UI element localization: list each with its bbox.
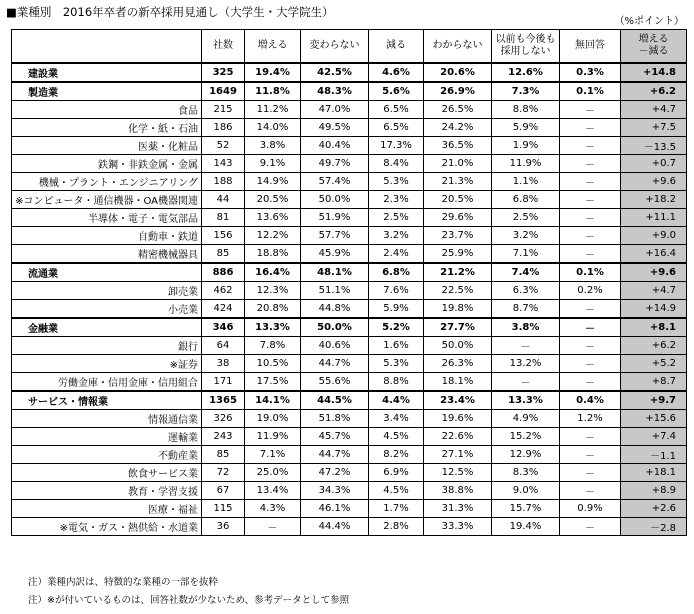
header-decrease: 減る <box>369 30 424 64</box>
company-count-cell: 346 <box>202 318 245 337</box>
company-count-cell: 1649 <box>202 82 245 101</box>
net-change-cell: +6.2 <box>621 82 687 101</box>
industry-subrow <box>12 191 687 209</box>
industry-name-cell: ※電気・ガス・熱供給・水道業 <box>12 518 202 536</box>
decrease-cell: 5.3% <box>369 173 424 191</box>
company-count-cell: 38 <box>202 355 245 373</box>
increase-cell: 10.5% <box>245 355 301 373</box>
increase-cell: 17.5% <box>245 373 301 392</box>
net-change-cell: +8.7 <box>621 373 687 392</box>
decrease-cell: 6.5% <box>369 119 424 137</box>
unknown-cell: 21.0% <box>424 155 492 173</box>
same-cell: 55.6% <box>301 373 369 392</box>
same-cell: 50.0% <box>301 191 369 209</box>
unknown-cell: 27.7% <box>424 318 492 337</box>
header-increase: 増える <box>245 30 301 64</box>
decrease-cell: 1.6% <box>369 337 424 355</box>
same-cell: 51.8% <box>301 410 369 428</box>
no-hire-cell: 6.3% <box>492 282 560 300</box>
same-cell: 42.5% <box>301 63 369 82</box>
same-cell: 51.9% <box>301 209 369 227</box>
industry-name-cell: 運輸業 <box>12 428 202 446</box>
industry-subrow <box>12 428 687 446</box>
same-cell: 40.4% <box>301 137 369 155</box>
no-hire-cell: 15.7% <box>492 500 560 518</box>
net-change-cell: －2.8 <box>621 518 687 536</box>
decrease-cell: 6.5% <box>369 101 424 119</box>
increase-cell: 11.8% <box>245 82 301 101</box>
increase-cell: 20.8% <box>245 300 301 319</box>
industry-name-cell: 飲食サービス業 <box>12 464 202 482</box>
increase-cell: 25.0% <box>245 464 301 482</box>
no-hire-cell: － <box>492 337 560 355</box>
no-hire-cell: 15.2% <box>492 428 560 446</box>
industry-name-cell: 不動産業 <box>12 446 202 464</box>
increase-cell: 9.1% <box>245 155 301 173</box>
unknown-cell: 19.8% <box>424 300 492 319</box>
decrease-cell: 2.5% <box>369 209 424 227</box>
same-cell: 40.6% <box>301 337 369 355</box>
industry-name-cell: 医療・福祉 <box>12 500 202 518</box>
no-answer-cell: － <box>560 209 621 227</box>
no-answer-cell: － <box>560 245 621 264</box>
industry-name-cell: ※証券 <box>12 355 202 373</box>
same-cell: 57.4% <box>301 173 369 191</box>
no-hire-cell: 9.0% <box>492 482 560 500</box>
no-hire-cell: 3.8% <box>492 318 560 337</box>
same-cell: 50.0% <box>301 318 369 337</box>
company-count-cell: 52 <box>202 137 245 155</box>
industry-subrow <box>12 482 687 500</box>
company-count-cell: 188 <box>202 173 245 191</box>
net-change-cell: +15.6 <box>621 410 687 428</box>
industry-category-row <box>12 263 687 282</box>
net-change-cell: +8.1 <box>621 318 687 337</box>
industry-category-row <box>12 318 687 337</box>
net-change-cell: +14.9 <box>621 300 687 319</box>
no-hire-cell: 4.9% <box>492 410 560 428</box>
net-change-cell: +9.0 <box>621 227 687 245</box>
net-change-cell: +6.2 <box>621 337 687 355</box>
header-no-answer: 無回答 <box>560 30 621 64</box>
no-answer-cell: － <box>560 155 621 173</box>
unknown-cell: 20.5% <box>424 191 492 209</box>
industry-name-cell: 労働金庫・信用金庫・信用組合 <box>12 373 202 392</box>
footnote: 注）※が付いているものは、回答社数が少ないため、参考データとして参照 <box>28 595 350 606</box>
decrease-cell: 17.3% <box>369 137 424 155</box>
no-answer-cell: 0.1% <box>560 263 621 282</box>
industry-name-cell: 鉄鋼・非鉄金属・金属 <box>12 155 202 173</box>
same-cell: 44.4% <box>301 518 369 536</box>
no-answer-cell: － <box>560 373 621 392</box>
net-change-cell: +9.6 <box>621 173 687 191</box>
same-cell: 51.1% <box>301 282 369 300</box>
industry-subrow <box>12 245 687 264</box>
decrease-cell: 8.4% <box>369 155 424 173</box>
same-cell: 45.9% <box>301 245 369 264</box>
no-answer-cell: － <box>560 101 621 119</box>
unknown-cell: 21.3% <box>424 173 492 191</box>
industry-subrow <box>12 173 687 191</box>
same-cell: 47.0% <box>301 101 369 119</box>
unknown-cell: 23.7% <box>424 227 492 245</box>
net-change-cell: +14.8 <box>621 63 687 82</box>
industry-name-cell: 建設業 <box>12 63 202 82</box>
decrease-cell: 2.8% <box>369 518 424 536</box>
industry-category-row <box>12 82 687 101</box>
company-count-cell: 72 <box>202 464 245 482</box>
unknown-cell: 25.9% <box>424 245 492 264</box>
decrease-cell: 5.6% <box>369 82 424 101</box>
unit-label: （%ポイント） <box>614 16 684 27</box>
company-count-cell: 81 <box>202 209 245 227</box>
company-count-cell: 67 <box>202 482 245 500</box>
net-change-cell: －1.1 <box>621 446 687 464</box>
decrease-cell: 1.7% <box>369 500 424 518</box>
no-answer-cell: － <box>560 173 621 191</box>
industry-name-cell: 化学・紙・石油 <box>12 119 202 137</box>
industry-name-cell: 食品 <box>12 101 202 119</box>
unknown-cell: 31.3% <box>424 500 492 518</box>
industry-subrow <box>12 119 687 137</box>
industry-name-cell: 流通業 <box>12 263 202 282</box>
hiring-outlook-table <box>11 29 687 536</box>
decrease-cell: 6.8% <box>369 263 424 282</box>
increase-cell: 19.4% <box>245 63 301 82</box>
company-count-cell: 243 <box>202 428 245 446</box>
company-count-cell: 326 <box>202 410 245 428</box>
unknown-cell: 19.6% <box>424 410 492 428</box>
unknown-cell: 18.1% <box>424 373 492 392</box>
increase-cell: 13.6% <box>245 209 301 227</box>
industry-name-cell: 自動車・鉄道 <box>12 227 202 245</box>
net-change-cell: +18.2 <box>621 191 687 209</box>
industry-subrow <box>12 446 687 464</box>
decrease-cell: 5.2% <box>369 318 424 337</box>
increase-cell: 4.3% <box>245 500 301 518</box>
unknown-cell: 22.6% <box>424 428 492 446</box>
same-cell: 34.3% <box>301 482 369 500</box>
no-answer-cell: － <box>560 482 621 500</box>
same-cell: 48.3% <box>301 82 369 101</box>
increase-cell: 3.8% <box>245 137 301 155</box>
decrease-cell: 2.4% <box>369 245 424 264</box>
net-change-cell: +7.4 <box>621 428 687 446</box>
company-count-cell: 171 <box>202 373 245 392</box>
company-count-cell: 325 <box>202 63 245 82</box>
unknown-cell: 22.5% <box>424 282 492 300</box>
no-answer-cell: － <box>560 337 621 355</box>
company-count-cell: 886 <box>202 263 245 282</box>
no-answer-cell: － <box>560 446 621 464</box>
unknown-cell: 24.2% <box>424 119 492 137</box>
header-no-hire: 以前も今後も 採用しない <box>492 30 560 64</box>
company-count-cell: 1365 <box>202 391 245 410</box>
same-cell: 57.7% <box>301 227 369 245</box>
industry-subrow <box>12 155 687 173</box>
increase-cell: 13.3% <box>245 318 301 337</box>
increase-cell: 7.1% <box>245 446 301 464</box>
net-change-cell: +4.7 <box>621 282 687 300</box>
unknown-cell: 21.2% <box>424 263 492 282</box>
company-count-cell: 85 <box>202 245 245 264</box>
unknown-cell: 26.9% <box>424 82 492 101</box>
no-answer-cell: － <box>560 227 621 245</box>
no-hire-cell: 7.1% <box>492 245 560 264</box>
header-same: 変わらない <box>301 30 369 64</box>
table-title: ■業種別 2016年卒者の新卒採用見通し（大学生・大学院生） <box>6 5 334 19</box>
decrease-cell: 8.2% <box>369 446 424 464</box>
increase-cell: 12.3% <box>245 282 301 300</box>
decrease-cell: 5.3% <box>369 355 424 373</box>
industry-name-cell: 情報通信業 <box>12 410 202 428</box>
increase-cell: 13.4% <box>245 482 301 500</box>
industry-subrow <box>12 337 687 355</box>
decrease-cell: 4.5% <box>369 428 424 446</box>
no-hire-cell: － <box>492 373 560 392</box>
industry-subrow <box>12 209 687 227</box>
increase-cell: － <box>245 518 301 536</box>
increase-cell: 7.8% <box>245 337 301 355</box>
unknown-cell: 26.3% <box>424 355 492 373</box>
no-answer-cell: 0.4% <box>560 391 621 410</box>
industry-subrow <box>12 101 687 119</box>
net-change-cell: +0.7 <box>621 155 687 173</box>
unknown-cell: 36.5% <box>424 137 492 155</box>
no-hire-cell: 12.9% <box>492 446 560 464</box>
no-hire-cell: 8.7% <box>492 300 560 319</box>
industry-subrow <box>12 300 687 319</box>
increase-cell: 19.0% <box>245 410 301 428</box>
unknown-cell: 50.0% <box>424 337 492 355</box>
same-cell: 44.7% <box>301 355 369 373</box>
no-answer-cell: 0.9% <box>560 500 621 518</box>
decrease-cell: 4.6% <box>369 63 424 82</box>
header-companies: 社数 <box>202 30 245 64</box>
no-hire-cell: 13.3% <box>492 391 560 410</box>
net-change-cell: +9.6 <box>621 263 687 282</box>
no-hire-cell: 1.1% <box>492 173 560 191</box>
industry-name-cell: 銀行 <box>12 337 202 355</box>
no-answer-cell: － <box>560 318 621 337</box>
unknown-cell: 27.1% <box>424 446 492 464</box>
same-cell: 47.2% <box>301 464 369 482</box>
industry-subrow <box>12 137 687 155</box>
same-cell: 44.5% <box>301 391 369 410</box>
no-hire-cell: 3.2% <box>492 227 560 245</box>
industry-name-cell: 医薬・化粧品 <box>12 137 202 155</box>
no-answer-cell: 0.3% <box>560 63 621 82</box>
same-cell: 44.7% <box>301 446 369 464</box>
net-change-cell: +16.4 <box>621 245 687 264</box>
same-cell: 49.5% <box>301 119 369 137</box>
company-count-cell: 44 <box>202 191 245 209</box>
industry-name-cell: 機械・プラント・エンジニアリング <box>12 173 202 191</box>
industry-subrow <box>12 518 687 536</box>
no-hire-cell: 1.9% <box>492 137 560 155</box>
decrease-cell: 8.8% <box>369 373 424 392</box>
industry-name-cell: 製造業 <box>12 82 202 101</box>
increase-cell: 14.1% <box>245 391 301 410</box>
industry-name-cell: ※コンピュータ・通信機器・OA機器関連 <box>12 191 202 209</box>
increase-cell: 14.0% <box>245 119 301 137</box>
unknown-cell: 23.4% <box>424 391 492 410</box>
decrease-cell: 5.9% <box>369 300 424 319</box>
decrease-cell: 4.4% <box>369 391 424 410</box>
company-count-cell: 215 <box>202 101 245 119</box>
header-net: 増える －減る <box>621 30 687 64</box>
industry-subrow <box>12 464 687 482</box>
no-answer-cell: － <box>560 300 621 319</box>
no-answer-cell: － <box>560 191 621 209</box>
no-hire-cell: 2.5% <box>492 209 560 227</box>
industry-name-cell: 半導体・電子・電気部品 <box>12 209 202 227</box>
company-count-cell: 64 <box>202 337 245 355</box>
footnotes <box>28 574 349 610</box>
no-answer-cell: － <box>560 355 621 373</box>
company-count-cell: 143 <box>202 155 245 173</box>
industry-category-row <box>12 63 687 82</box>
net-change-cell: +9.7 <box>621 391 687 410</box>
no-answer-cell: 1.2% <box>560 410 621 428</box>
industry-category-row <box>12 391 687 410</box>
net-change-cell: +2.6 <box>621 500 687 518</box>
no-hire-cell: 7.4% <box>492 263 560 282</box>
footnote: 注）業種内訳は、特徴的な業種の一部を抜粋 <box>28 577 219 588</box>
unknown-cell: 12.5% <box>424 464 492 482</box>
no-hire-cell: 11.9% <box>492 155 560 173</box>
increase-cell: 18.8% <box>245 245 301 264</box>
header-industry <box>12 30 202 64</box>
no-hire-cell: 8.3% <box>492 464 560 482</box>
industry-name-cell: 小売業 <box>12 300 202 319</box>
no-hire-cell: 7.3% <box>492 82 560 101</box>
net-change-cell: +4.7 <box>621 101 687 119</box>
industry-subrow <box>12 500 687 518</box>
industry-subrow <box>12 227 687 245</box>
no-hire-cell: 19.4% <box>492 518 560 536</box>
unknown-cell: 38.8% <box>424 482 492 500</box>
no-hire-cell: 13.2% <box>492 355 560 373</box>
company-count-cell: 115 <box>202 500 245 518</box>
same-cell: 44.8% <box>301 300 369 319</box>
no-answer-cell: 0.2% <box>560 282 621 300</box>
decrease-cell: 7.6% <box>369 282 424 300</box>
increase-cell: 14.9% <box>245 173 301 191</box>
decrease-cell: 2.3% <box>369 191 424 209</box>
same-cell: 45.7% <box>301 428 369 446</box>
company-count-cell: 424 <box>202 300 245 319</box>
industry-subrow <box>12 282 687 300</box>
decrease-cell: 3.4% <box>369 410 424 428</box>
net-change-cell: +11.1 <box>621 209 687 227</box>
no-hire-cell: 8.8% <box>492 101 560 119</box>
unknown-cell: 33.3% <box>424 518 492 536</box>
decrease-cell: 4.5% <box>369 482 424 500</box>
increase-cell: 16.4% <box>245 263 301 282</box>
industry-name-cell: 卸売業 <box>12 282 202 300</box>
industry-subrow <box>12 373 687 392</box>
unknown-cell: 20.6% <box>424 63 492 82</box>
no-answer-cell: － <box>560 119 621 137</box>
increase-cell: 11.9% <box>245 428 301 446</box>
net-change-cell: －13.5 <box>621 137 687 155</box>
no-hire-cell: 5.9% <box>492 119 560 137</box>
company-count-cell: 462 <box>202 282 245 300</box>
unknown-cell: 26.5% <box>424 101 492 119</box>
company-count-cell: 85 <box>202 446 245 464</box>
header-row <box>12 30 687 64</box>
same-cell: 49.7% <box>301 155 369 173</box>
company-count-cell: 156 <box>202 227 245 245</box>
net-change-cell: +5.2 <box>621 355 687 373</box>
decrease-cell: 3.2% <box>369 227 424 245</box>
net-change-cell: +8.9 <box>621 482 687 500</box>
no-answer-cell: 0.1% <box>560 82 621 101</box>
increase-cell: 11.2% <box>245 101 301 119</box>
no-answer-cell: － <box>560 518 621 536</box>
net-change-cell: +18.1 <box>621 464 687 482</box>
no-hire-cell: 12.6% <box>492 63 560 82</box>
industry-subrow <box>12 355 687 373</box>
same-cell: 48.1% <box>301 263 369 282</box>
unknown-cell: 29.6% <box>424 209 492 227</box>
industry-subrow <box>12 410 687 428</box>
industry-name-cell: 精密機械器具 <box>12 245 202 264</box>
header-unknown: わからない <box>424 30 492 64</box>
no-hire-cell: 6.8% <box>492 191 560 209</box>
no-answer-cell: － <box>560 464 621 482</box>
industry-name-cell: サービス・情報業 <box>12 391 202 410</box>
same-cell: 46.1% <box>301 500 369 518</box>
company-count-cell: 36 <box>202 518 245 536</box>
industry-name-cell: 金融業 <box>12 318 202 337</box>
net-change-cell: +7.5 <box>621 119 687 137</box>
no-answer-cell: － <box>560 137 621 155</box>
company-count-cell: 186 <box>202 119 245 137</box>
increase-cell: 12.2% <box>245 227 301 245</box>
increase-cell: 20.5% <box>245 191 301 209</box>
decrease-cell: 6.9% <box>369 464 424 482</box>
industry-name-cell: 教育・学習支援 <box>12 482 202 500</box>
no-answer-cell: － <box>560 428 621 446</box>
